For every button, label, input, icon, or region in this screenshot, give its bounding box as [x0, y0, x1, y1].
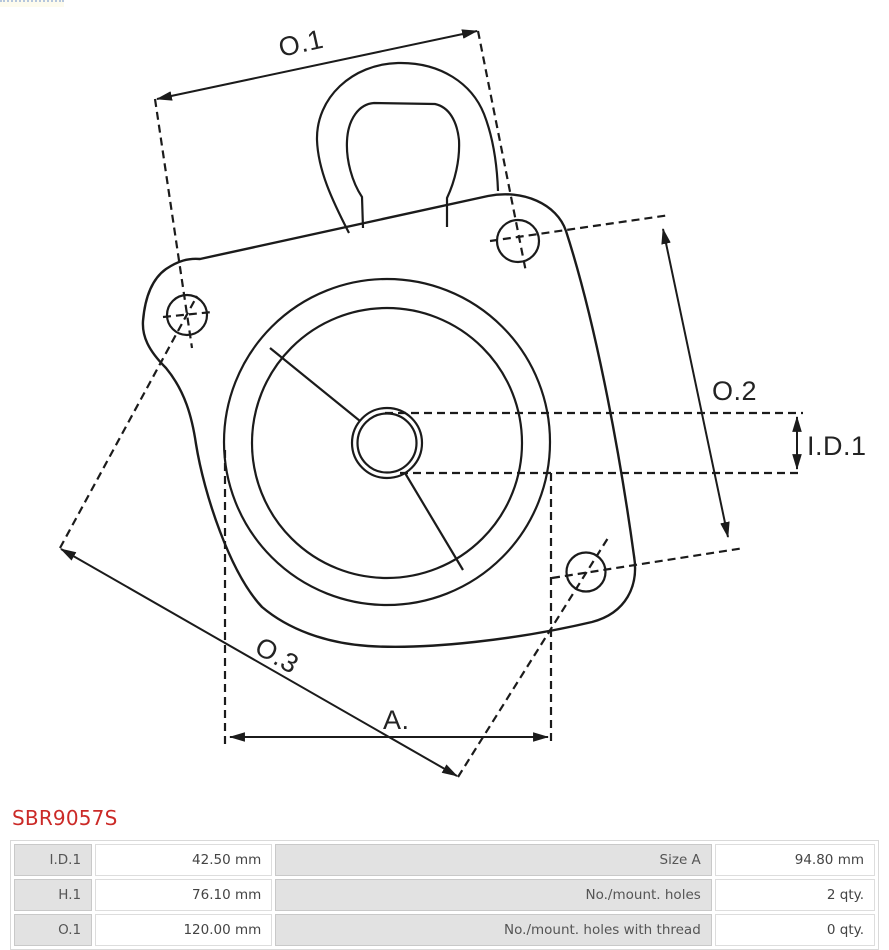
top-lug-outer-loop: [317, 63, 498, 233]
spec-value-h1: 76.10 mm: [95, 879, 272, 911]
extension-line-o1-left: [155, 99, 192, 348]
spec-value-id1: 42.50 mm: [95, 844, 272, 876]
spec-label-threaded-holes: No./mount. holes with thread: [275, 914, 712, 946]
dim-label-o3: O.3: [250, 631, 304, 680]
spec-label-h1: H.1: [14, 879, 92, 911]
spec-label-size-a: Size A: [275, 844, 712, 876]
extension-line-o3-left: [60, 296, 197, 548]
wedge-line-lower: [405, 473, 463, 570]
top-lug-inner-loop: [347, 103, 459, 228]
spec-value-size-a: 94.80 mm: [715, 844, 875, 876]
dim-label-o1: O.1: [275, 23, 327, 63]
dim-label-id1: I.D.1: [807, 431, 867, 461]
spec-value-o1: 120.00 mm: [95, 914, 272, 946]
extension-line-o3-right: [458, 538, 608, 777]
spec-value-mount-holes: 2 qty.: [715, 879, 875, 911]
spec-table: [10, 840, 879, 950]
hub-outer-circle: [352, 408, 422, 478]
wedge-line-upper: [270, 348, 360, 421]
spec-value-threaded-holes: 0 qty.: [715, 914, 875, 946]
spec-label-id1: I.D.1: [14, 844, 92, 876]
spec-label-mount-holes: No./mount. holes: [275, 879, 712, 911]
inner-bore-circle: [252, 308, 522, 578]
dim-label-a: A.: [383, 705, 410, 735]
spec-label-o1: O.1: [14, 914, 92, 946]
part-number: SBR9057S: [12, 806, 118, 830]
dim-label-o2: O.2: [712, 376, 758, 406]
hub-inner-circle: [358, 414, 417, 473]
outer-boss-circle: [224, 279, 550, 605]
dimension-arrow-o3: [61, 549, 457, 776]
spec-table-row: [14, 879, 875, 911]
spec-table-row: [14, 914, 875, 946]
spec-table-row: [14, 844, 875, 876]
